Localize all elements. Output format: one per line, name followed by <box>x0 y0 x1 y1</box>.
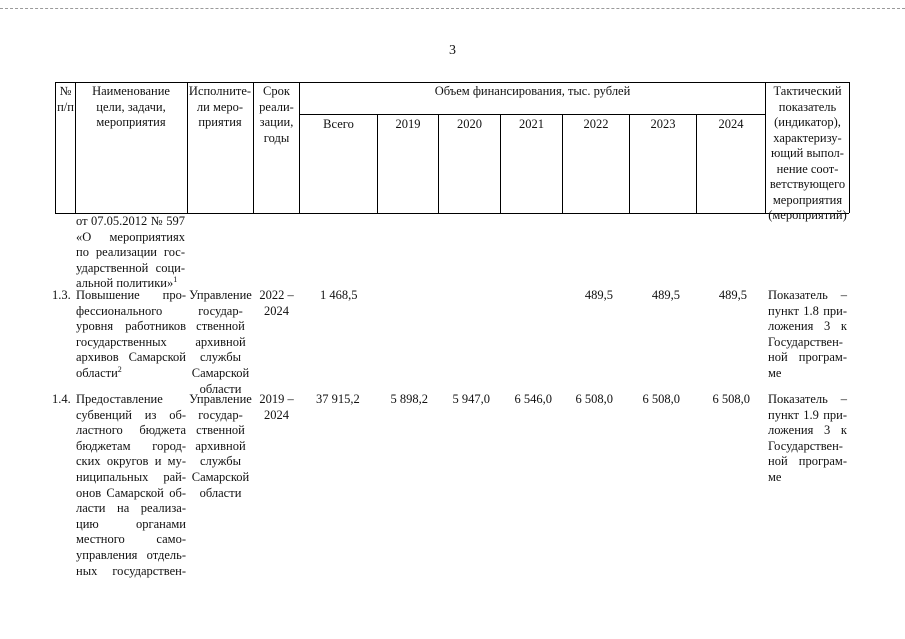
indicator-line: Государствен- <box>768 334 843 349</box>
name-line-text: области <box>76 365 118 380</box>
header-executor: Исполните- ли меро- приятия <box>188 84 252 129</box>
value-total: 1 468,5 <box>320 288 358 302</box>
name-line: архивов Самарской <box>76 350 186 365</box>
term-line: 2024 <box>264 407 289 422</box>
executor-line: ственной <box>196 423 245 438</box>
row-name <box>76 288 186 382</box>
row-executor <box>188 392 253 501</box>
executor-line: государ- <box>198 303 243 318</box>
term-line: 2024 <box>264 303 289 318</box>
indicator-line: ложения 3 к <box>768 319 847 334</box>
term-line: 2022 – <box>259 288 294 302</box>
executor-line: архивной <box>195 334 246 349</box>
indicator-line: ной програм- <box>768 454 847 469</box>
name-line: ластного бюджета <box>76 423 186 438</box>
row-term <box>254 392 299 423</box>
footnote-mark: 2 <box>117 364 122 374</box>
page-number: 3 <box>449 43 456 58</box>
header-top-border <box>55 82 849 83</box>
indicator-line: Государствен- <box>768 438 843 453</box>
value-2023: 6 508,0 <box>642 392 680 406</box>
header-year-2021: 2021 <box>519 117 544 131</box>
name-line: государственных <box>76 334 167 349</box>
header-num: № п/п <box>57 84 74 114</box>
header-year-2020: 2020 <box>457 117 482 131</box>
name-line: ниципальных рай- <box>76 469 186 484</box>
continuation-line: от 07.05.2012 № 597 <box>76 214 185 228</box>
value-2024: 6 508,0 <box>712 392 750 406</box>
name-line <box>76 366 186 382</box>
executor-line: государ- <box>198 407 243 422</box>
row-term <box>254 288 299 319</box>
name-line: бюджетам город- <box>76 438 186 453</box>
indicator-line: Показатель – <box>768 392 847 406</box>
header-year-2022: 2022 <box>583 117 609 131</box>
row-name <box>76 392 186 579</box>
row-executor <box>188 288 253 397</box>
header-funding: Объем финансирования, тыс. рублей <box>434 84 631 98</box>
header-indicator: Тактический показатель (индикатор), характеризу- ющий выпол- нение соот- ветствующего мероприятия (мероприятий) <box>768 84 847 222</box>
col-border <box>765 82 766 213</box>
name-line: местного само- <box>76 532 186 547</box>
header-year-2024: 2024 <box>718 117 744 131</box>
executor-line: службы <box>199 350 242 365</box>
name-line: Предоставление <box>76 392 163 406</box>
value-2023: 489,5 <box>651 288 680 302</box>
scan-edge-line <box>0 8 905 9</box>
value-2021: 6 546,0 <box>514 392 552 406</box>
name-line: ских округов и му- <box>76 454 186 469</box>
row-num: 1.3. <box>52 288 71 302</box>
indicator-line: пункт 1.9 при- <box>768 407 847 422</box>
name-line: субвенций из об- <box>76 407 186 422</box>
executor-line: ственной <box>196 319 245 334</box>
name-line: Повышение про- <box>76 288 186 302</box>
continuation-line: «О мероприятиях <box>76 229 185 244</box>
indicator-line: ной програм- <box>768 350 847 365</box>
header-year-total: Всего <box>323 117 354 131</box>
header-name: Наименование цели, задачи, мероприятия <box>92 84 170 129</box>
col-border <box>75 82 76 213</box>
executor-line: области <box>199 381 242 396</box>
header-year-2019: 2019 <box>395 117 421 131</box>
name-line: ных государствен- <box>76 563 186 578</box>
continuation-line-text: альной политики» <box>76 276 174 291</box>
value-2019: 5 898,2 <box>390 392 428 406</box>
header-term: Срок реали- зации, годы <box>259 84 294 145</box>
value-2022: 489,5 <box>584 288 613 302</box>
term-line: 2019 – <box>259 392 294 406</box>
executor-line: службы <box>199 454 242 469</box>
indicator-line: ме <box>768 365 782 380</box>
executor-line: Управление <box>189 288 252 302</box>
executor-line: Самарской <box>191 469 250 484</box>
header-year-2023: 2023 <box>650 117 676 131</box>
continuation-text <box>76 214 185 292</box>
executor-line: Управление <box>189 392 252 406</box>
col-border <box>849 82 850 213</box>
value-total: 37 915,2 <box>316 392 360 406</box>
name-line: управления отдель- <box>76 547 186 562</box>
name-line: онов Самарской об- <box>76 485 186 500</box>
name-line: ласти на реализа- <box>76 501 186 516</box>
indicator-line: ложения 3 к <box>768 423 847 438</box>
value-2024: 489,5 <box>718 288 747 302</box>
indicator-line: ме <box>768 469 782 484</box>
col-border <box>299 82 300 213</box>
footnote-mark: 1 <box>173 275 178 285</box>
executor-line: Самарской <box>191 365 250 380</box>
row-num: 1.4. <box>52 392 71 406</box>
indicator-line: пункт 1.8 при- <box>768 303 847 318</box>
executor-line: области <box>199 485 242 500</box>
continuation-line: ударственной соци- <box>76 260 185 275</box>
name-line: фессионального <box>76 303 163 318</box>
continuation-line: по реализации гос- <box>76 245 185 260</box>
executor-line: архивной <box>195 438 246 453</box>
name-line: уровня работников <box>76 319 186 334</box>
value-2020: 5 947,0 <box>452 392 490 406</box>
value-2022: 6 508,0 <box>575 392 613 406</box>
row-indicator <box>768 392 847 486</box>
name-line: цию органами <box>76 516 186 531</box>
indicator-line: Показатель – <box>768 288 847 302</box>
row-indicator <box>768 288 847 382</box>
